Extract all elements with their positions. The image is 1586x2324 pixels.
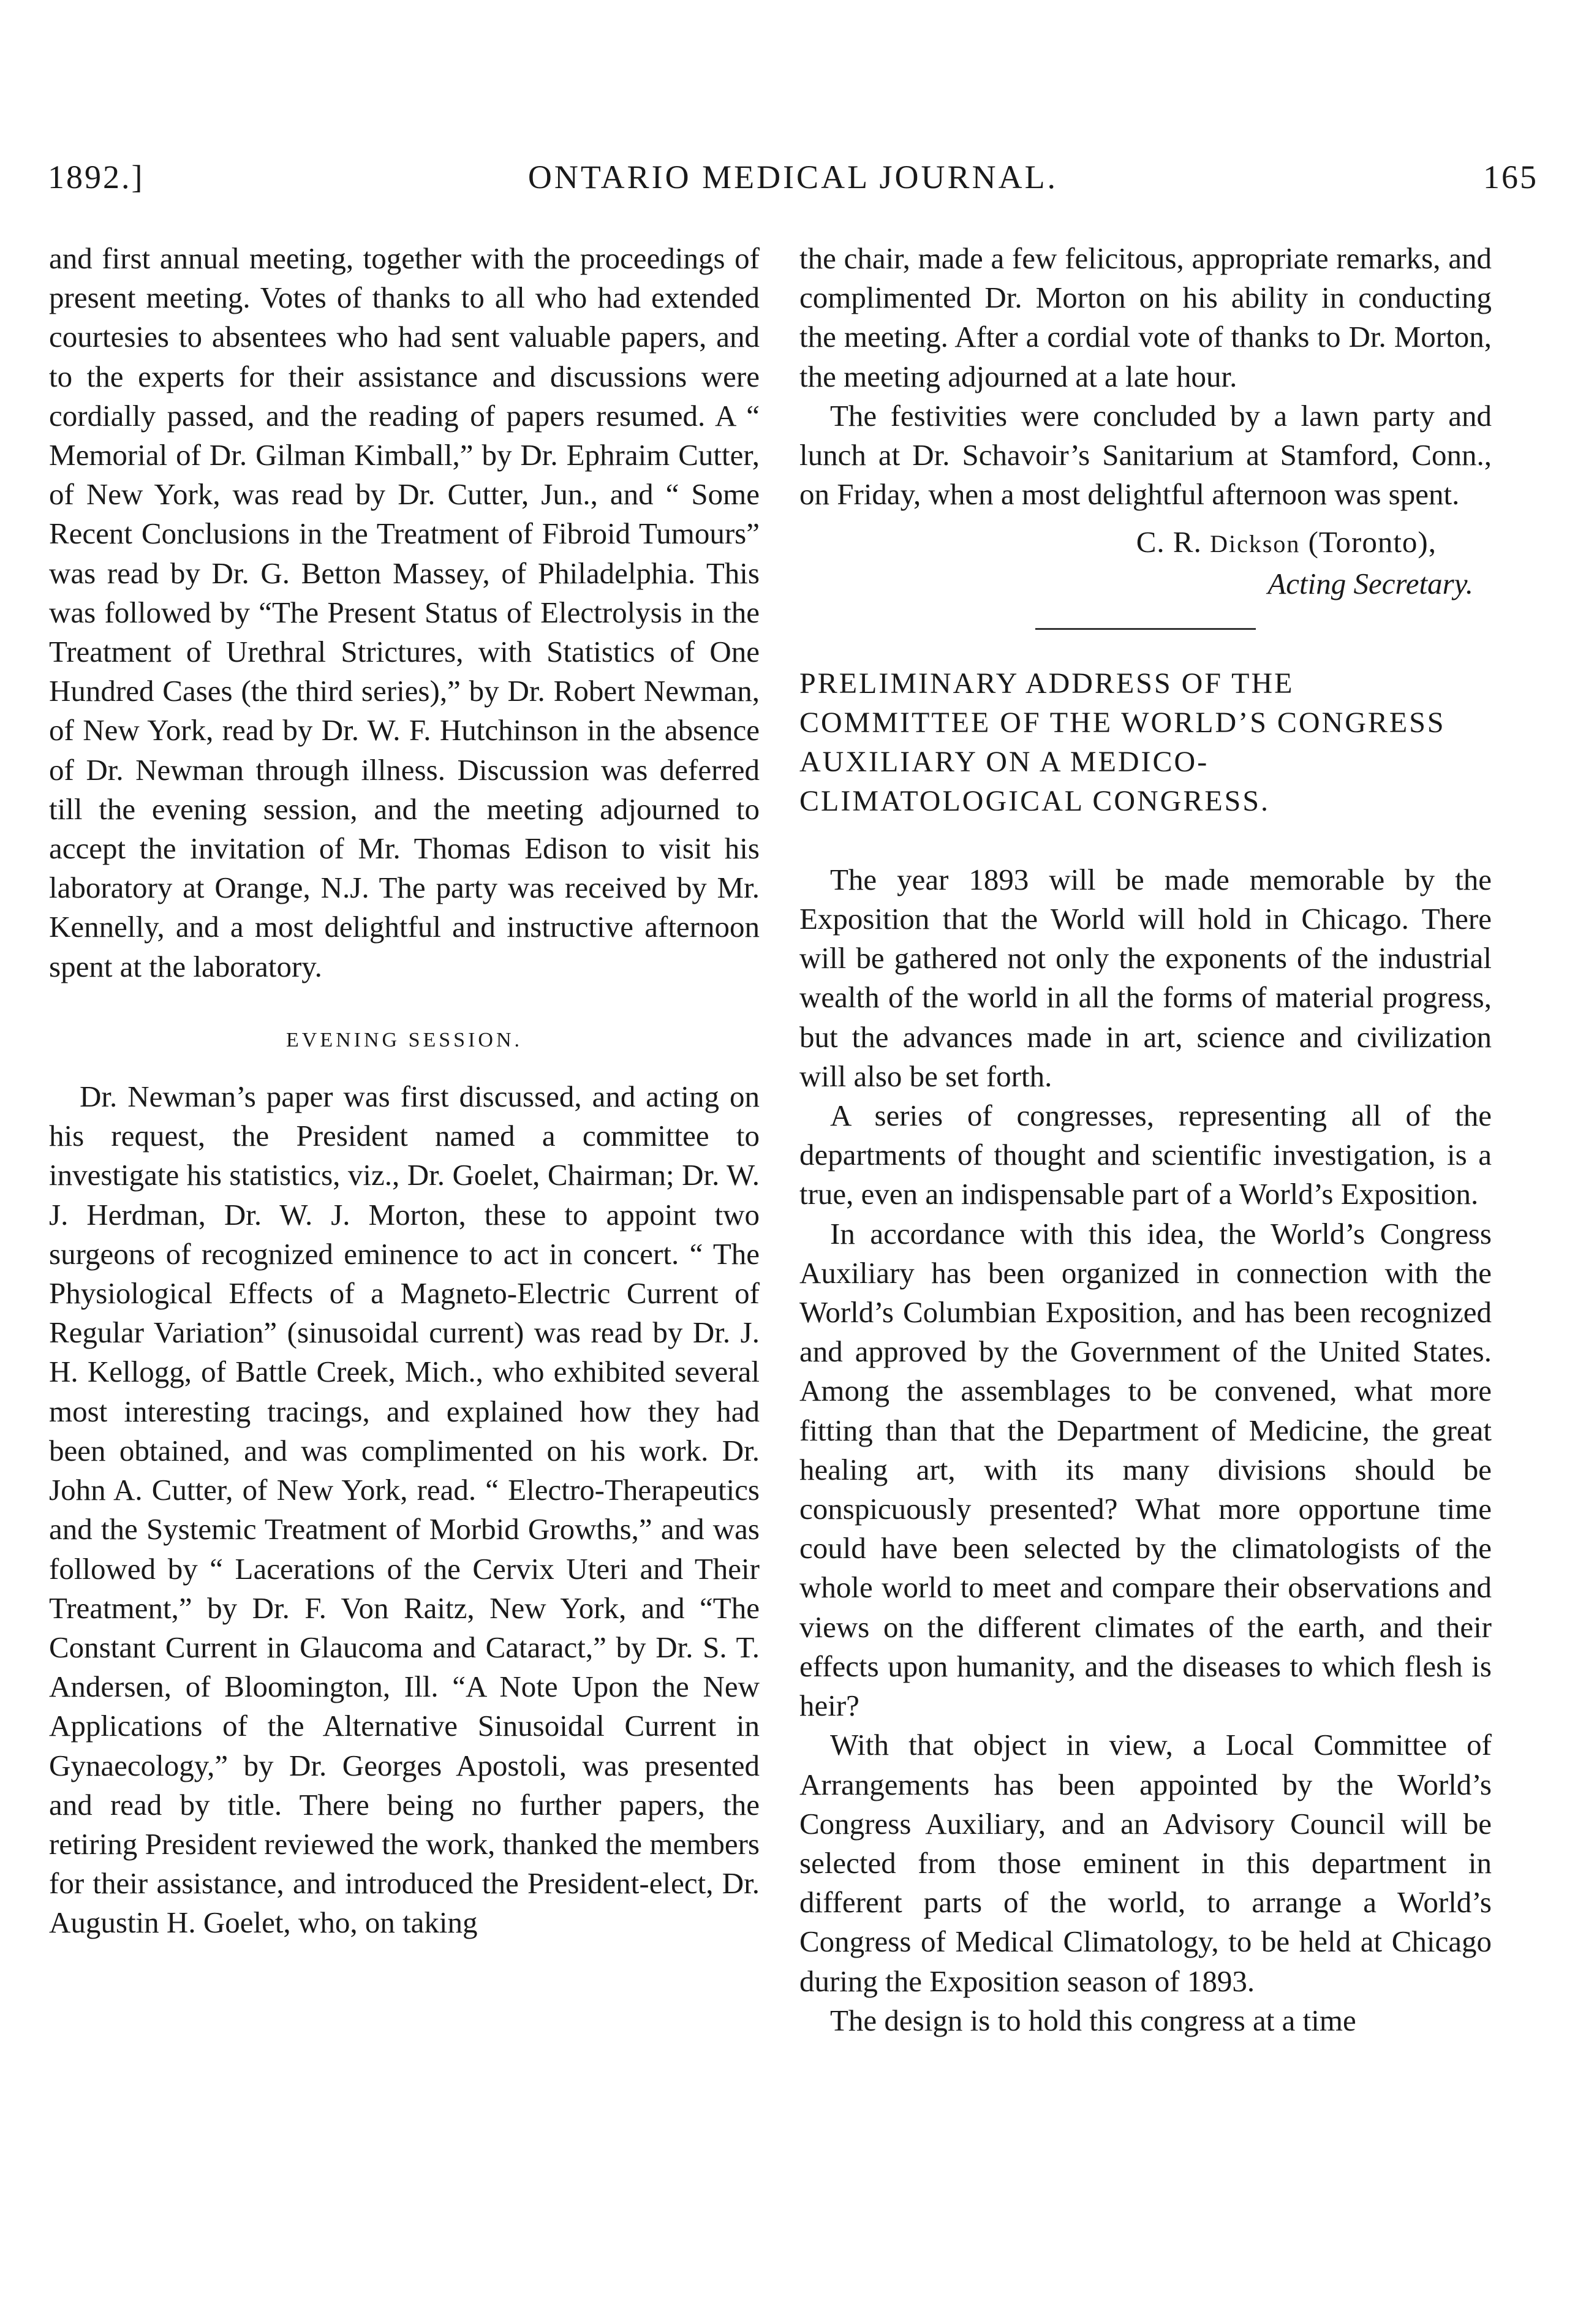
signature-name: [799, 523, 1492, 564]
evening-session-heading: EVENING SESSION.: [286, 1028, 523, 1051]
signature-surname: Dickson: [1210, 530, 1301, 558]
running-header: [48, 158, 1538, 207]
article-title: PRELIMINARY ADDRESS OF THE COMMITTEE OF THE WORLD’S CONGRESS AUXILIARY ON A MEDICO-CLIMATOLOGICAL CONGRESS.: [799, 667, 1446, 817]
right-paragraph-4: A series of congresses, representing all of the departments of thought and scientific investigation, is a true, even an indispensable part of a World’s Exposition.: [799, 1099, 1492, 1211]
right-column: [799, 239, 1492, 2040]
journal-title: ONTARIO MEDICAL JOURNAL.: [527, 159, 1059, 195]
left-paragraph-1: and first annual meeting, together with the proceedings of present meeting. Votes of thanks to all who had extended courtesies to absentees who had sent valuable papers, and to the experts for their assistance and discussions were cordially passed, and the reading of papers resumed. A “ Memorial of Dr. Gilman Kimball,” by Dr. Ephraim Cutter, of New York, was read by Dr. Cutter, Jun., and “ Some Recent Conclusions in the Treatment of Fibroid Tumours” was read by Dr. G. Betton Massey, of Philadelphia. This was followed by “The Present Status of Electrolysis in the Treatment of Urethral Strictures, with Statistics of One Hundred Cases (the third series),” by Dr. Robert Newman, of New York, read by Dr. W. F. Hutchinson in the absence of Dr. Newman through illness. Discussion was deferred till the evening session, and the meeting adjourned to accept the invitation of Mr. Thomas Edison to visit his laboratory at Orange, N.J. The party was received by Mr. Kennelly, and a most delightful and instructive afternoon spent at the laboratory.: [49, 241, 760, 983]
right-paragraph-7: The design is to hold this congress at a time: [830, 2003, 1356, 2037]
signature-block: [799, 523, 1492, 603]
page-number: 165: [1483, 159, 1538, 195]
signature-initials: C. R.: [1136, 525, 1202, 559]
right-paragraph-2: The festivities were concluded by a lawn party and lunch at Dr. Schavoir’s Sanitarium at Stamford, Conn., on Friday, when a most delightful afternoon was spent.: [799, 398, 1492, 512]
right-paragraph-5: In accordance with this idea, the World’s Congress Auxiliary has been organized in connection with the World’s Columbian Exposition, and has been recognized and approved by the Government of the United States. Among the assemblages to be convened, what more fitting than that the Department of Medicine, the great healing art, with its many divisions should be conspicuously presented? What more opportune time could have been selected by the climatologists of the whole world to meet and compare their observations and views on the different climates of the earth, and their effects upon humanity, and the diseases to which flesh is heir?: [799, 1216, 1492, 1723]
signature-place: (Toronto),: [1308, 525, 1437, 559]
section-divider: [1035, 628, 1256, 630]
left-paragraph-2: Dr. Newman’s paper was first discussed, and acting on his request, the President named a committee to investigate his statistics, viz., Dr. Goelet, Chairman; Dr. W. J. Herdman, Dr. W. J. Morton, these to appoint two surgeons of recognized eminence to act in concert. “ The Physiological Effects of a Magneto-Electric Current of Regular Variation” (sinusoidal current) was read by Dr. J. H. Kellogg, of Battle Creek, Mich., who exhibited several most interesting tracings, and explained how they had been obtained, and was complimented on his work. Dr. John A. Cutter, of New York, read. “ Electro-Therapeutics and the Systemic Treatment of Morbid Growths,” and was followed by “ Lacerations of the Cervix Uteri and Their Treatment,” by Dr. F. Von Raitz, New York, and “The Constant Current in Glaucoma and Cataract,” by Dr. S. T. Andersen, of Bloomington, Ill. “A Note Upon the New Applications of the Alternative Sinusoidal Current in Gynaecology,” by Dr. Georges Apostoli, was presented and read by title. There being no further papers, the retiring President reviewed the work, thanked the members for their assistance, and introduced the President-elect, Dr. Augustin H. Goelet, who, on taking: [49, 1080, 760, 1940]
left-column: [49, 239, 760, 1943]
right-paragraph-6: With that object in view, a Local Committee of Arrangements has been appointed by the World’s Congress Auxiliary, and an Advisory Council will be selected from those eminent in this department in different parts of the world, to arrange a World’s Congress of Medical Climatology, to be held at Chicago during the Exposition season of 1893.: [799, 1728, 1492, 1998]
signature-role: Acting Secretary.: [1267, 566, 1473, 600]
right-paragraph-3: The year 1893 will be made memorable by the Exposition that the World will hold in Chicago. There will be gathered not only the exponents of the industrial wealth of the world in all the forms of material progress, but the advances made in art, science and civilization will also be set forth.: [799, 862, 1492, 1093]
header-year: 1892.]: [48, 159, 145, 195]
right-paragraph-1: the chair, made a few felicitous, appropriate remarks, and complimented Dr. Morton on his ability in conducting the meeting. After a cordial vote of thanks to Dr. Morton, the meeting adjourned at a late hour.: [799, 241, 1492, 393]
